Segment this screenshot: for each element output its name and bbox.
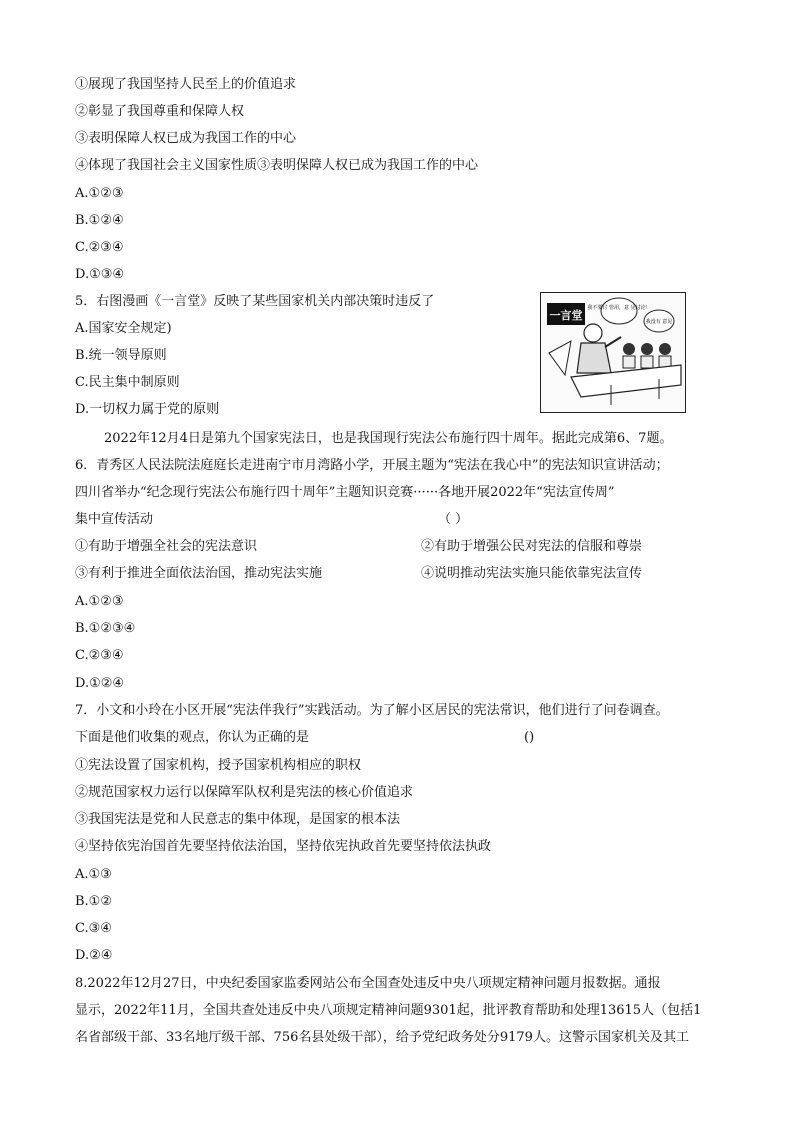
q4-option-4: ④体现了我国社会主义国家性质③表明保障人权已成为我国工作的中心 [75, 158, 479, 173]
q4-choice-a: A.①②③ [75, 186, 124, 201]
paper-cone [549, 341, 571, 375]
q6-option-2: ②有助于增强公民对宪法的信服和尊崇 [421, 539, 643, 554]
q5-choice-a: A.国家安全规定) [75, 321, 172, 336]
q7-stem-line-2: 下面是他们收集的观点，你认为正确的是 [75, 730, 310, 745]
intro-text: 2022年12月4日是第九个国家宪法日，也是我国现行宪法公布施行四十周年。据此完成第6、7题。 [104, 431, 673, 446]
q4-choice-d: D.①③④ [75, 267, 125, 282]
cartoon-yiyantang [540, 292, 686, 413]
audience-head-2 [641, 343, 653, 355]
q7-option-2: ②规范国家权力运行以保障军队权利是宪法的核心价值追求 [75, 785, 414, 800]
q6-choice-d: D.①②④ [75, 676, 125, 691]
audience-head-1 [623, 343, 635, 355]
q6-choice-a: A.①②③ [75, 594, 124, 609]
q7-stem-line-1: 7．小文和小玲在小区开展“宪法伴我行”实践活动。为了解小区居民的宪法常识，他们进行了问卷调查。 [75, 703, 669, 718]
bubble-left-text: 我不要讨 管用，意 见讨论！ [587, 305, 651, 311]
q6-stem-line-2: 四川省举办“纪念现行宪法公布施行四十周年”主题知识竞赛······各地开展2022年“宪法宣传周” [75, 485, 615, 500]
q4-choice-b: B.①②④ [75, 213, 124, 228]
q6-stem-line-1: 6．青秀区人民法院法庭庭长走进南宁市月湾路小学，开展主题为“宪法在我心中”的宪法知识宣讲活动； [75, 458, 669, 473]
q4-option-1: ①展现了我国坚持人民至上的价值追求 [75, 77, 297, 92]
q6-choice-c: C.②③④ [75, 648, 124, 663]
q6-answer-paren: （ ） [438, 512, 469, 527]
q6-option-3: ③有利于推进全面依法治国，推动宪法实施 [75, 566, 323, 581]
q5-stem: 5．右图漫画《一言堂》反映了某些国家机关内部决策时违反了 [75, 294, 435, 309]
q4-option-3: ③表明保障人权已成为我国工作的中心 [75, 131, 297, 146]
speech-bubble-left [601, 298, 637, 324]
q7-option-3: ③我国宪法是党和人民意志的集中体现，是国家的根本法 [75, 812, 401, 827]
q4-option-2: ②彰显了我国尊重和保障人权 [75, 104, 245, 119]
q8-line-3: 名省部级干部、33名地厅级干部、756名县处级干部），给予党纪政务处分9179人。这警示国家机关及其工 [75, 1030, 689, 1045]
speaker-head [584, 324, 602, 342]
bubble-right-text: 我没有 意见 [645, 319, 673, 325]
sign-text: 一言堂 [549, 309, 583, 322]
q5-choice-b: B.统一领导原则 [75, 348, 167, 363]
q7-choice-b: B.①② [75, 894, 112, 909]
q7-option-1: ①宪法设置了国家机构，授予国家机构相应的职权 [75, 758, 362, 773]
audience-head-3 [659, 343, 671, 355]
q5-choice-d: D.一切权力属于党的原则 [75, 402, 220, 417]
q6-option-1: ①有助于增强全社会的宪法意识 [75, 539, 258, 554]
q8-line-2: 显示，2022年11月，全国共查处违反中央八项规定精神问题9301起，批评教育帮助和处理13615人（包括1 [75, 1003, 702, 1018]
q6-choice-b: B.①②③④ [75, 621, 136, 636]
speaker-arm [605, 337, 621, 347]
q5-choice-c: C.民主集中制原则 [75, 375, 180, 390]
q4-choice-c: C.②③④ [75, 240, 124, 255]
q7-answer-paren: () [524, 730, 535, 745]
cartoon-drawing [541, 293, 685, 412]
q7-choice-d: D.②④ [75, 948, 113, 963]
audience-body-1 [623, 356, 635, 368]
q6-stem-line-3: 集中宣传活动 [75, 512, 154, 527]
q7-choice-c: C.③④ [75, 921, 112, 936]
q7-option-4: ④坚持依宪治国首先要坚持依法治国，坚持依宪执政首先要坚持依法执政 [75, 839, 492, 854]
q7-choice-a: A.①③ [75, 867, 112, 882]
q6-option-4: ④说明推动宪法实施只能依靠宪法宣传 [421, 566, 643, 581]
q8-line-1: 8.2022年12月27日，中央纪委国家监委网站公布全国查处违反中央八项规定精神问题月报数据。通报 [75, 976, 661, 991]
audience-body-2 [641, 356, 653, 368]
